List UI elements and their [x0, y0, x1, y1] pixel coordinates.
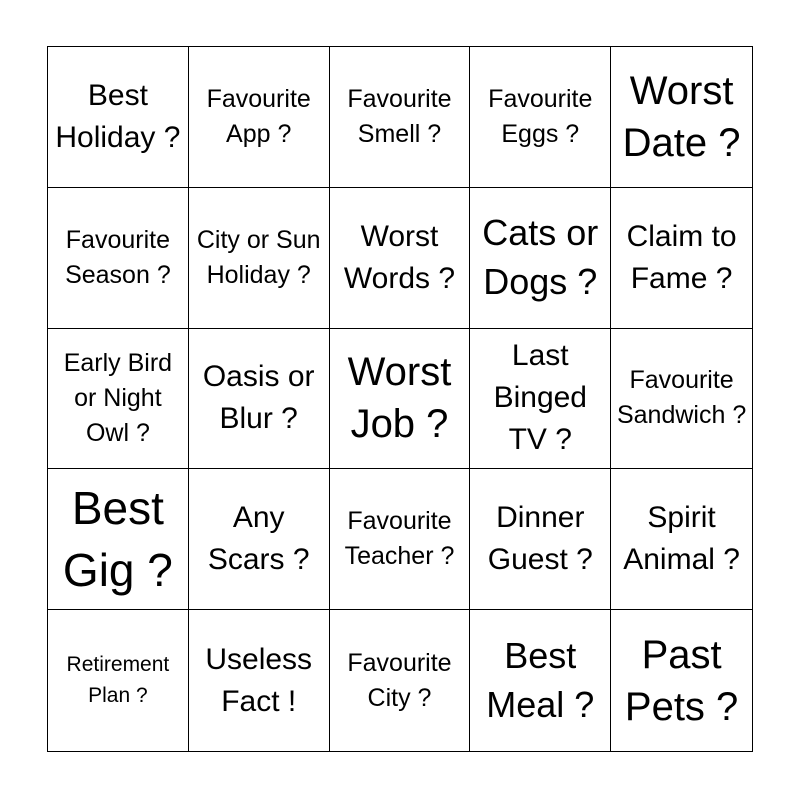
bingo-cell[interactable] [470, 610, 611, 751]
bingo-cell[interactable] [470, 188, 611, 329]
bingo-cell-text: Best Holiday ? [55, 78, 181, 154]
bingo-cell[interactable] [189, 47, 330, 188]
bingo-cell[interactable] [611, 47, 752, 188]
bingo-cell[interactable] [330, 469, 471, 610]
bingo-card-grid [47, 46, 753, 752]
bingo-cell[interactable] [330, 610, 471, 751]
bingo-cell[interactable] [330, 47, 471, 188]
bingo-cell-text: Favourite City ? [347, 648, 452, 712]
bingo-cell-text: Worst Job ? [347, 350, 452, 447]
bingo-cell[interactable] [330, 188, 471, 329]
bingo-cell-text: Early Bird or Night Owl ? [63, 348, 173, 447]
bingo-cell[interactable] [189, 469, 330, 610]
bingo-cell-text: City or Sun Holiday ? [196, 225, 321, 289]
bingo-cell[interactable] [470, 329, 611, 470]
bingo-cell-text: Worst Words ? [343, 219, 456, 295]
bingo-cell-text: Favourite Teacher ? [344, 507, 455, 571]
bingo-cell-text: Best Gig ? [62, 482, 173, 597]
bingo-cell-text: Dinner Guest ? [487, 501, 593, 577]
bingo-cell-text: Oasis or Blur ? [202, 360, 315, 436]
bingo-cell[interactable] [611, 188, 752, 329]
bingo-cell-text: Favourite Smell ? [347, 84, 452, 148]
bingo-cell[interactable] [189, 188, 330, 329]
bingo-cell[interactable] [611, 469, 752, 610]
bingo-cell-text: Retirement Plan ? [66, 653, 170, 707]
bingo-cell-text: Favourite App ? [206, 84, 311, 148]
bingo-cell[interactable] [189, 329, 330, 470]
bingo-cell[interactable] [470, 469, 611, 610]
bingo-cell-text: Best Meal ? [486, 635, 595, 725]
bingo-cell-text: Last Binged TV ? [493, 339, 587, 457]
bingo-cell-text: Favourite Season ? [65, 225, 171, 289]
bingo-cell[interactable] [48, 188, 189, 329]
bingo-cell-text: Worst Date ? [622, 68, 741, 165]
bingo-cell[interactable] [330, 329, 471, 470]
bingo-cell-text: Useless Fact ! [205, 642, 313, 718]
bingo-cell[interactable] [611, 610, 752, 751]
bingo-cell-text: Favourite Eggs ? [488, 84, 593, 148]
bingo-cell-text: Any Scars ? [207, 501, 310, 577]
bingo-cell[interactable] [48, 610, 189, 751]
bingo-cell[interactable] [470, 47, 611, 188]
bingo-cell-text: Claim to Fame ? [626, 219, 737, 295]
bingo-cell[interactable] [611, 329, 752, 470]
bingo-cell-text: Favourite Sandwich ? [616, 366, 747, 430]
bingo-cell-text: Past Pets ? [624, 632, 739, 729]
bingo-cell[interactable] [189, 610, 330, 751]
bingo-cell-text: Cats or Dogs ? [482, 212, 599, 302]
bingo-cell[interactable] [48, 47, 189, 188]
bingo-cell[interactable] [48, 329, 189, 470]
bingo-cell[interactable] [48, 469, 189, 610]
bingo-cell-text: Spirit Animal ? [623, 501, 740, 577]
